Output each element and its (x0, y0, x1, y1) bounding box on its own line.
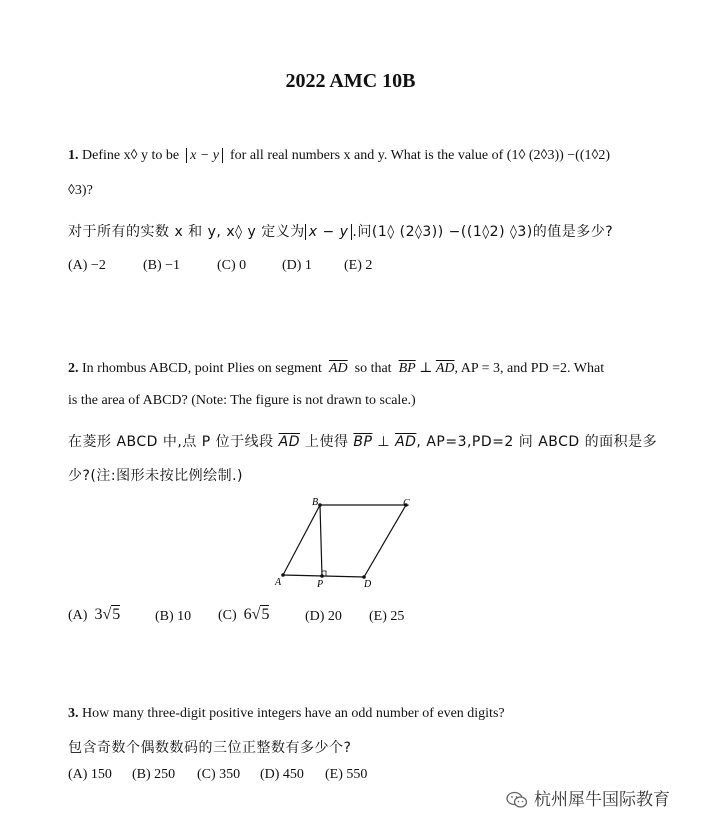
q2-option-b: (B) 10 (155, 609, 192, 624)
q3-text: How many three-digit positive integers have an odd number of even digits? (82, 706, 505, 721)
q1-chinese (68, 221, 613, 241)
vertex-b-dot (318, 503, 322, 507)
q1-option-d: (D) 1 (282, 258, 312, 273)
q1-text-b: for all real numbers x and y. What is the value of (1◊ (2◊3)) −((1◊2) (230, 148, 611, 163)
watermark (506, 785, 670, 810)
page-title: 2022 AMC 10B (285, 70, 416, 92)
q2-option-c-prefix: (C) (218, 608, 237, 623)
q2-text-c: , AP = 3, and PD =2. What (454, 361, 605, 376)
label-a: A (275, 577, 282, 588)
q3-option-d: (D) 450 (260, 767, 304, 782)
label-b: B (312, 497, 319, 508)
q3-option-a: (A) 150 (68, 767, 112, 782)
rhombus-outline (283, 505, 406, 577)
q2-chinese-line1 (68, 431, 657, 451)
q3-line1 (68, 706, 505, 722)
q2-chinese-line2: 少?(注:图形未按比例绘制.) (68, 468, 244, 484)
q2-perp-symbol: ⊥ (419, 361, 433, 376)
q2-zh-perp: ⊥ (377, 434, 391, 450)
q2-line2: is the area of ABCD? (Note: The figure is not drawn to scale.) (68, 393, 416, 408)
q3-option-c: (C) 350 (197, 767, 241, 782)
q1-zh-abs-expression: x − y (305, 224, 353, 240)
q1-number: 1. (68, 148, 79, 163)
q2-segment-ad-2: $\overline{AD}$ (435, 361, 455, 376)
q2-zh-segment-ad-2: $\overline{AD}$ (395, 434, 417, 450)
q1-zh-a: 对于所有的实数 x 和 y, x◊ y 定义为 (68, 224, 305, 240)
q2-zh-a: 在菱形 ABCD 中,点 P 位于线段 (68, 434, 274, 450)
q2-text-b: so that (354, 361, 392, 376)
q2-segment-ad: $\overline{AD}$ (328, 361, 348, 376)
q2-zh-segment-ad: $\overline{AD}$ (278, 434, 300, 450)
q1-line1 (68, 148, 610, 164)
label-p: P (317, 579, 324, 590)
q1-line2: ◊3)? (68, 183, 93, 198)
q2-option-a (68, 606, 120, 624)
q3-option-e: (E) 550 (325, 767, 368, 782)
q2-text-a: In rhombus ABCD, point Plies on segment (82, 361, 322, 376)
q2-segment-bp: $\overline{BP}$ (398, 361, 416, 376)
q2-zh-segment-bp: $\overline{BP}$ (353, 434, 373, 450)
q2-option-c-value: 6√5 (243, 606, 270, 623)
q1-text-a: Define x◊ y to be (82, 148, 180, 163)
q2-option-e: (E) 25 (369, 609, 405, 624)
q2-option-a-prefix: (A) (68, 608, 88, 623)
q2-option-c (218, 606, 269, 624)
wechat-icon (506, 791, 528, 809)
q2-option-a-coef: 3 (94, 606, 103, 623)
q2-option-a-value: 3√5 (94, 606, 121, 623)
label-d: D (364, 579, 372, 590)
q2-zh-b: 上使得 (304, 434, 349, 450)
q2-line1 (68, 360, 604, 377)
q1-option-e: (E) 2 (344, 258, 373, 273)
q2-zh-c: , AP=3,PD=2 问 ABCD 的面积是多 (416, 434, 658, 450)
q2-option-c-radicand: 5 (261, 606, 270, 623)
vertex-a-dot (281, 573, 285, 577)
q1-option-b: (B) −1 (143, 258, 181, 273)
label-c: C (403, 498, 410, 509)
q3-option-b: (B) 250 (132, 767, 176, 782)
q2-number: 2. (68, 361, 79, 376)
segment-bp (320, 505, 322, 576)
q1-option-c: (C) 0 (217, 258, 247, 273)
q1-zh-b: .问(1◊ (2◊3)) −((1◊2) ◊3)的值是多少? (352, 224, 614, 240)
q1-abs-expression: x − y (186, 148, 223, 163)
q2-option-a-radicand: 5 (112, 606, 121, 623)
q2-option-c-coef: 6 (243, 606, 252, 623)
rhombus-figure (270, 494, 420, 594)
q3-chinese: 包含奇数个偶数数码的三位正整数有多少个? (68, 740, 352, 756)
point-p-dot (320, 574, 324, 578)
q3-number: 3. (68, 706, 79, 721)
q2-option-d: (D) 20 (305, 609, 342, 624)
watermark-text: 杭州犀牛国际教育 (534, 790, 670, 810)
q1-option-a: (A) −2 (68, 258, 106, 273)
